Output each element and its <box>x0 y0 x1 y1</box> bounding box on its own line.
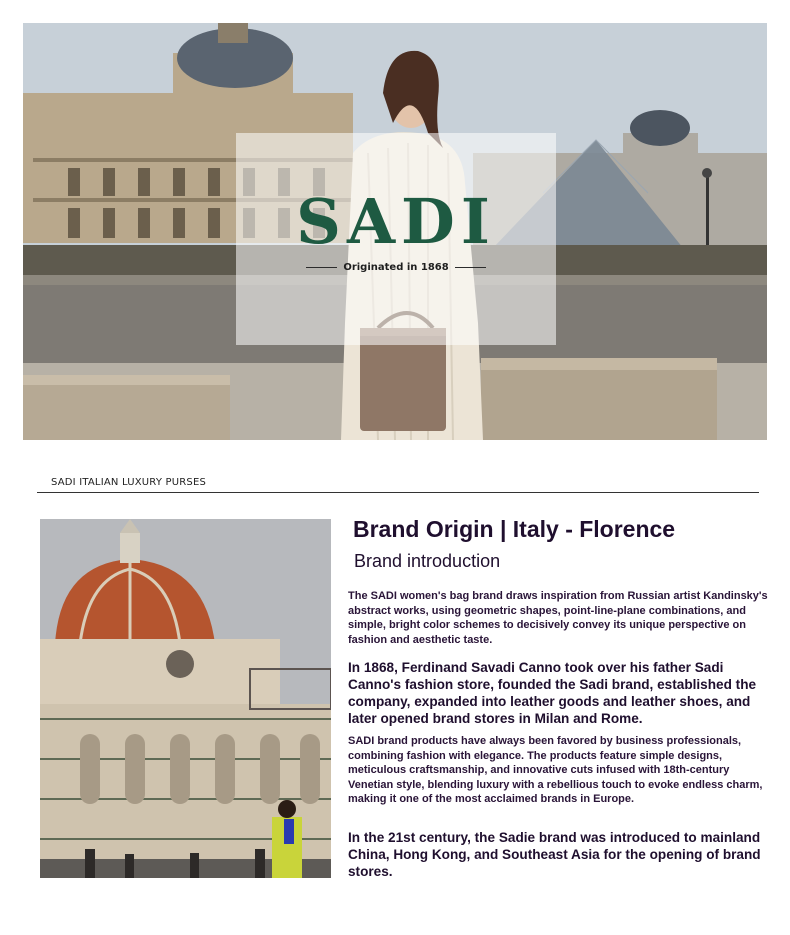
stone-block-right <box>481 358 717 440</box>
section-label: SADI ITALIAN LUXURY PURSES <box>51 477 207 488</box>
tagline-row <box>306 262 486 273</box>
paragraph-inspiration: The SADI women's bag brand draws inspiration from Russian artist Kandinsky's abstract works, using geometric shapes, point-line-plane combinations, and simple, bright color schemes to decisively convey its unique perspective on fashion and aesthetic taste. <box>348 590 768 646</box>
page-subtitle: Brand introduction <box>354 551 501 571</box>
section-divider <box>37 492 759 493</box>
brand-logo-panel <box>236 133 556 345</box>
hero-banner <box>23 23 767 440</box>
tagline-rule-left <box>306 267 337 268</box>
cathedral-image <box>40 519 331 878</box>
paragraph-products: SADI brand products have always been favored by business professionals, combining fashion with elegance. The products feature simple designs, meticulous craftsmanship, and innovative cuts infused with 18th-century Venetian style, blending luxury with a rebellious touch to evoke endless charm, making it one of the most acclaimed brands in Europe. <box>348 735 763 805</box>
brand-logo: SADI <box>296 185 496 258</box>
brand-tagline: Originated in 1868 <box>343 262 449 273</box>
paragraph-expansion: In the 21st century, the Sadie brand was introduced to mainland China, Hong Kong, and Southeast Asia for the opening of brand stores. <box>348 830 761 879</box>
tagline-rule-right <box>455 267 486 268</box>
page-title: Brand Origin | Italy - Florence <box>353 516 676 542</box>
florence-cathedral-photo <box>40 519 331 878</box>
paragraph-history: In 1868, Ferdinand Savadi Canno took over his father Sadi Canno's fashion store, founded the Sadi brand, established the company, expanded into leather goods and leather shoes, and later opened brand stores in Milan and Rome. <box>348 660 757 726</box>
